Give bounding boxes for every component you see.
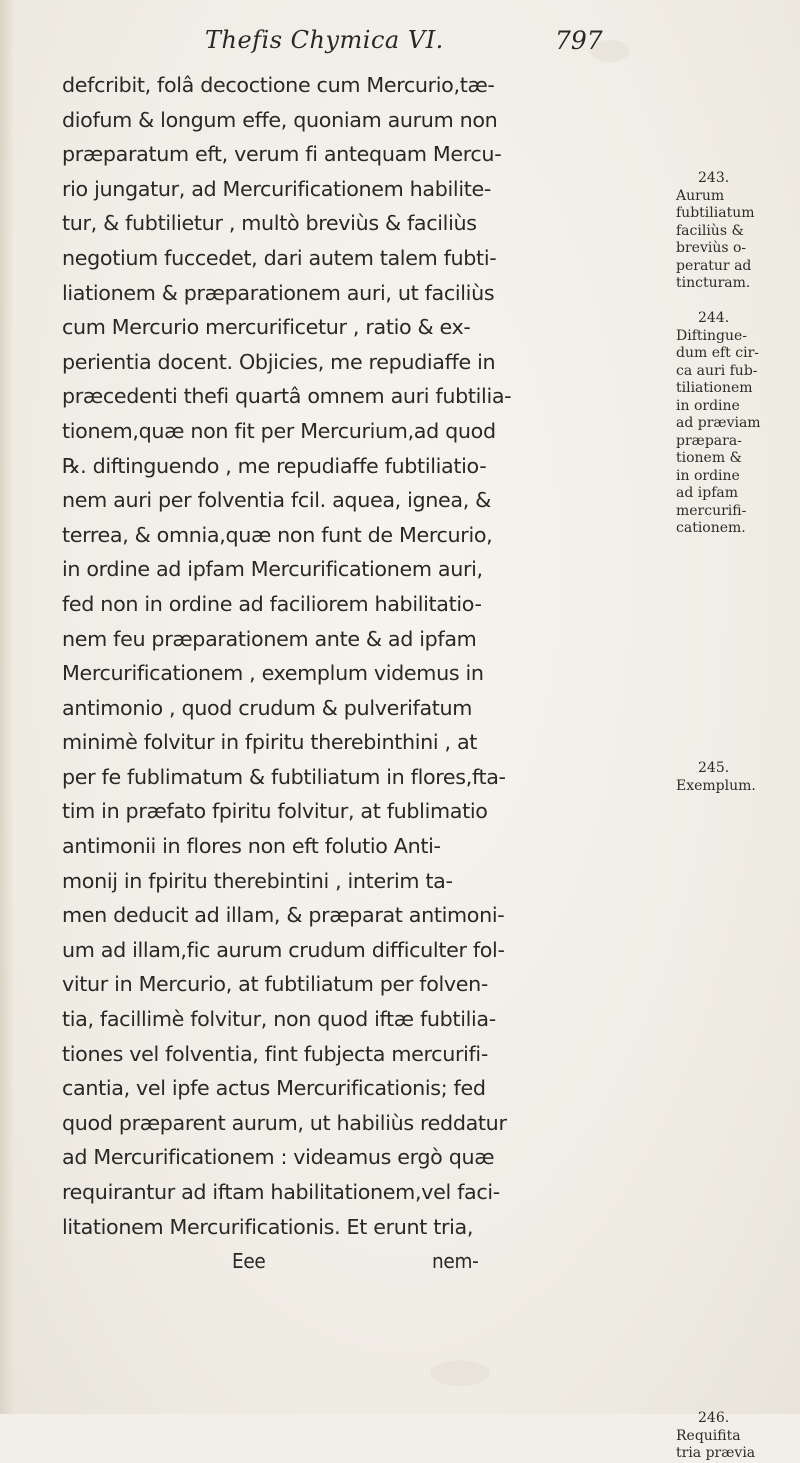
text-line: monij in fpiritu therebintini , interim ta- <box>62 868 453 893</box>
text-line: per fe fublimatum & fubtiliatum in flores,fta- <box>62 764 506 789</box>
text-line: um ad illam,fic aurum crudum difficulter fol- <box>62 937 505 962</box>
text-line: tim in præfato fpiritu folvitur, at fublimatio <box>62 799 488 824</box>
text-line: tur, & fubtilietur , multò breviùs & faciliùs <box>62 211 477 236</box>
margin-note-text: fubtiliatum <box>676 205 755 221</box>
text-line: minimè folvitur in fpiritu therebinthini , at <box>62 730 478 755</box>
text-line: perientia docent. Objicies, me repudiaffe in <box>62 349 496 374</box>
margin-note-text: præpara- <box>676 432 742 449</box>
margin-note-text: ad præviam <box>676 415 761 431</box>
catchline <box>62 1244 662 1279</box>
text-line: litationem Mercurificationis. Et erunt tria, <box>62 1214 474 1239</box>
catchword: nem- <box>432 1249 479 1274</box>
margin-note-text: breviùs o- <box>676 240 747 256</box>
text-line: liationem & præparationem auri, ut faciliùs <box>62 280 495 305</box>
margin-note-text: Exemplum. <box>676 777 756 794</box>
text-line: præparatum eft, verum fi antequam Mercu- <box>62 142 502 167</box>
text-line: fed non in ordine ad faciliorem habilitatio- <box>62 591 482 616</box>
text-line: negotium fuccedet, dari autem talem fubti- <box>62 245 497 270</box>
text-line: tiones vel folventia, fint fubjecta mercurifi- <box>62 1041 488 1066</box>
margin-note-text: tria prævia <box>676 1445 756 1461</box>
margin-note <box>676 310 800 538</box>
text-line: nem feu præparationem ante & ad ipfam <box>62 626 477 651</box>
text-line: cum Mercurio mercurificetur , ratio & ex- <box>62 315 471 340</box>
margin-note-text: in ordine <box>676 467 740 484</box>
text-line: in ordine ad ipfam Mercurificationem auri, <box>62 557 483 582</box>
text-line: ℞. diftinguendo , me repudiaffe fubtiliatio- <box>62 453 487 478</box>
page-header <box>0 26 800 66</box>
margin-note-text: mercurifi- <box>676 502 747 519</box>
margin-note-text: in ordine <box>676 397 740 414</box>
margin-note-text: peratur ad <box>676 257 752 274</box>
paper-stain <box>430 1360 490 1386</box>
text-line: rio jungatur, ad Mercurificationem habilite- <box>62 176 491 201</box>
text-line: terrea, & omnia,quæ non funt de Mercurio, <box>62 522 493 547</box>
margin-note-text: Aurum <box>676 187 725 204</box>
running-head: Thefis Chymica VI. <box>205 26 444 54</box>
text-line: vitur in Mercurio, at fubtiliatum per folven- <box>62 972 489 997</box>
page-number: 797 <box>555 26 603 55</box>
text-line: antimonii in flores non eft folutio Anti- <box>62 834 441 859</box>
margin-note-number: 245. <box>698 760 730 776</box>
margin-note-text: ca auri fub- <box>676 362 758 379</box>
margin-note-text: dum eft cir- <box>676 345 759 361</box>
margin-note-number: 243. <box>698 170 730 186</box>
text-line: tionem,quæ non fit per Mercurium,ad quod <box>62 418 496 443</box>
text-line: quod præparent aurum, ut habiliùs reddatur <box>62 1110 507 1135</box>
text-line: nem auri per folventia fcil. aquea, ignea, & <box>62 488 491 513</box>
text-line: antimonio , quod crudum & pulverifatum <box>62 695 473 720</box>
text-line: men deducit ad illam, & præparat antimoni- <box>62 903 505 928</box>
text-line: diofum & longum effe, quoniam aurum non <box>62 107 498 132</box>
margin-note <box>676 1410 800 1463</box>
margin-note-text: faciliùs & <box>676 222 744 239</box>
text-line: defcribit, folâ decoctione cum Mercurio,tæ- <box>62 73 495 97</box>
text-line: Mercurificationem , exemplum videmus in <box>62 661 484 686</box>
margin-note-number: 244. <box>698 310 730 326</box>
text-line: ad Mercurificationem : videamus ergò quæ <box>62 1145 495 1170</box>
margin-note-text: tionem & <box>676 450 743 466</box>
margin-note-text: cationem. <box>676 520 746 536</box>
margin-note <box>676 760 800 795</box>
margin-note-number: 246. <box>698 1410 730 1426</box>
text-line: cantia, vel ipfe actus Mercurificationis; fed <box>62 1076 486 1101</box>
signature-mark: Eee <box>232 1249 266 1274</box>
text-line: præcedenti thefi quartâ omnem auri fubtilia- <box>62 384 512 409</box>
margin-note-text: ad ipfam <box>676 485 739 501</box>
margin-note-text: tiliationem <box>676 380 753 396</box>
margin-note-text: Requifita <box>676 1427 741 1444</box>
text-line: requirantur ad iftam habilitationem,vel faci- <box>62 1180 500 1204</box>
margin-note-text: Diftingue- <box>676 327 747 344</box>
margin-note <box>676 170 800 293</box>
text-line: tia, facillimè folvitur, non quod iftæ fubtilia- <box>62 1007 496 1032</box>
page-gutter-edge <box>0 0 14 1414</box>
main-text-block <box>62 68 662 1279</box>
margin-note-text: tincturam. <box>676 275 751 291</box>
